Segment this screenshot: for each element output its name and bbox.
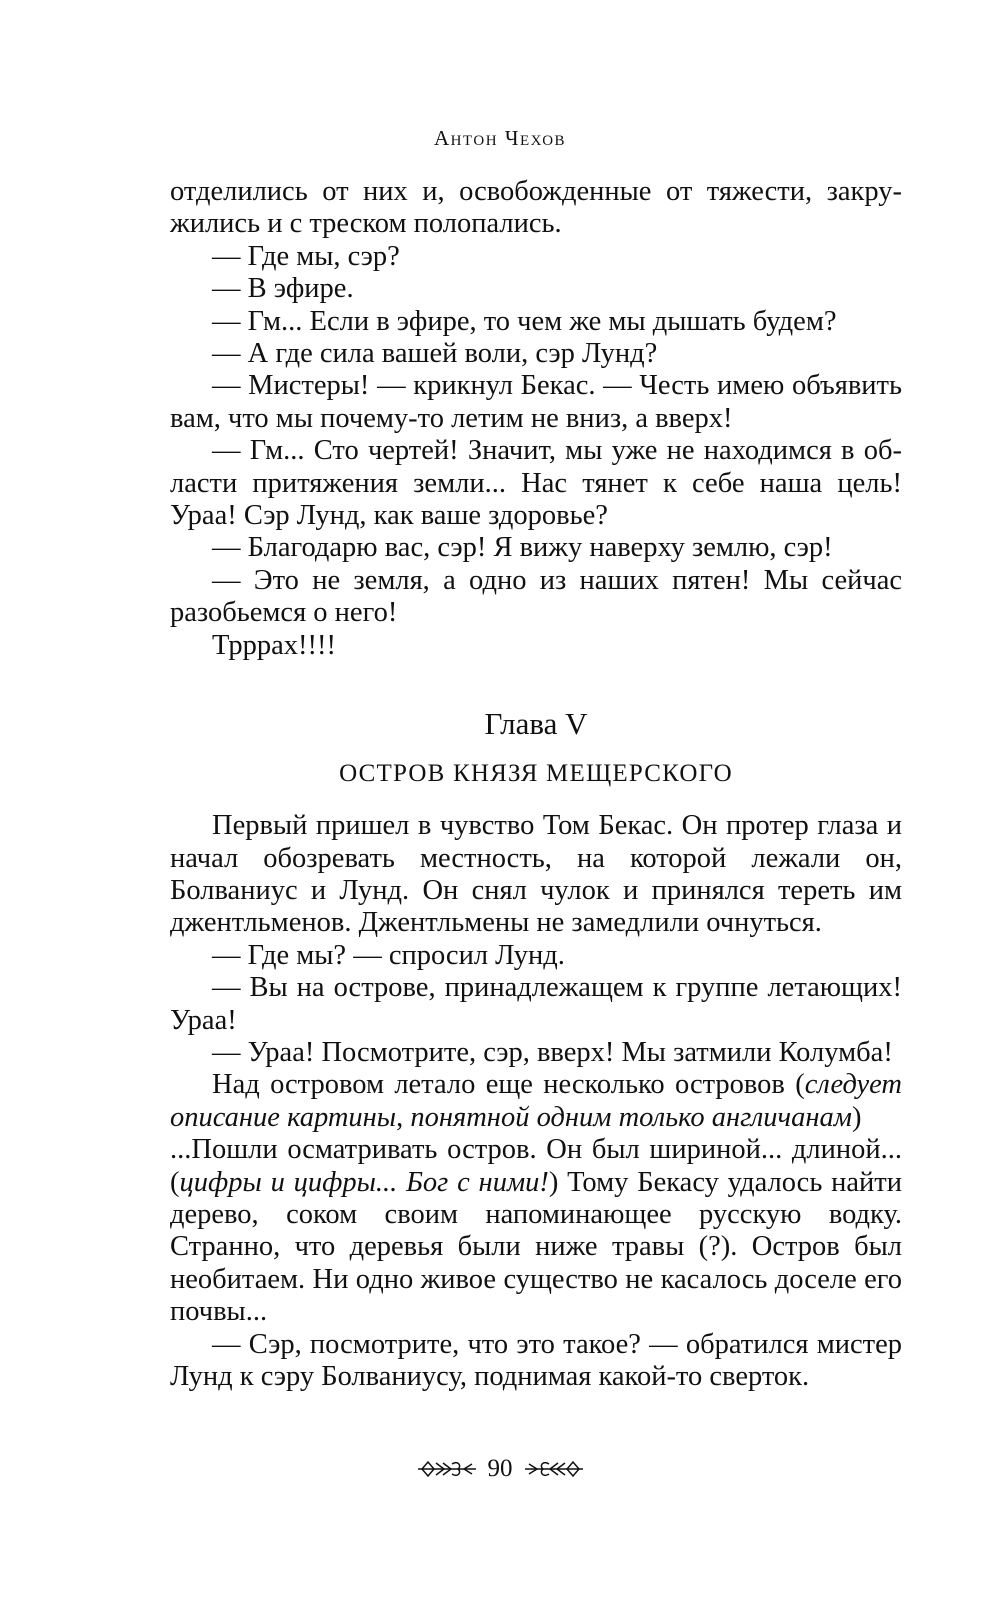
italic-run: следует описание картины xyxy=(170,1069,902,1133)
page-footer xyxy=(0,1455,1000,1483)
text-run: ) xyxy=(851,1101,862,1133)
italic-run: цифры и цифры... Бог с ними! xyxy=(179,1166,549,1198)
paragraph: — Где мы, сэр? xyxy=(212,240,400,272)
paragraph: — Ураа! Посмотрите, сэр, вверх! Мы затмили Колумба! xyxy=(212,1036,893,1068)
paragraph: — Гм... Сто чертей! Значит, мы уже не находимся в области притяжения земли... Нас тянет к себе наша цель! Ураа! Сэр Лунд, как ваше здоровье? xyxy=(170,435,902,532)
text-run: , xyxy=(396,1101,411,1133)
paragraph: отделились от них и, освобожденные от тяжести, закружились и с треском полопались. xyxy=(170,176,902,240)
text-run: Над островом летало еще несколько островов ( xyxy=(212,1069,805,1101)
paragraph: — Гм... Если в эфире, то чем же мы дышать будем? xyxy=(212,305,837,337)
ornament-right-icon xyxy=(523,1458,585,1480)
paragraph xyxy=(170,1134,902,1328)
paragraph: — Вы на острове, принадлежащем к группе летающих! Ураа! xyxy=(170,972,902,1036)
text-run: ) Тому Бекасу удалось найти дерево, соком своим напоминающее русскую водку. Странно, что деревья были ниже травы (?). Остров был необитаем. Ни одно живое существо не касалось доселе его почвы... xyxy=(170,1166,902,1328)
paragraph: — Благодарю вас, сэр! Я вижу наверху землю, сэр! xyxy=(212,532,833,564)
paragraph: — Это не земля, а одно из наших пятен! Мы сейчас разобьемся о него! xyxy=(170,564,902,629)
paragraph: — Где мы? — спросил Лунд. xyxy=(212,939,565,971)
running-head: Антон Чехов xyxy=(433,126,567,150)
paragraph: — А где сила вашей воли, сэр Лунд? xyxy=(212,338,658,370)
page-number: 90 xyxy=(487,1455,513,1482)
paragraph: Трррах!!!! xyxy=(212,629,336,661)
paragraph: — Сэр, посмотрите, что это такое? — обратился мистер Лунд к сэру Болваниусу, поднимая какой-то сверток. xyxy=(170,1328,902,1392)
ornament-left-icon xyxy=(416,1458,478,1480)
text-run: ...Пошли осматривать остров. Он был шириной... длиной... ( xyxy=(170,1134,902,1198)
chapter-subtitle: ОСТРОВ КНЯЗЯ МЕЩЕРСКОГО xyxy=(339,760,733,788)
paragraph: Первый пришел в чувство Том Бекас. Он протер глаза и начал обозревать местность, на которой лежали он, Болваниус и Лунд. Он снял чулок и принялся тереть им джентльменов. Джентльмены не замедлили очнуться. xyxy=(170,810,902,939)
paragraph xyxy=(170,1069,902,1134)
italic-run: понятной одним только англичанам xyxy=(410,1101,852,1133)
chapter-title: Глава V xyxy=(484,706,588,742)
text-block xyxy=(170,176,902,1393)
paragraph: — Мистеры! — крикнул Бекас. — Честь имею объявить вам, что мы почему-то летим не вниз, а вверх! xyxy=(170,370,902,434)
paragraph: — В эфире. xyxy=(212,273,354,305)
